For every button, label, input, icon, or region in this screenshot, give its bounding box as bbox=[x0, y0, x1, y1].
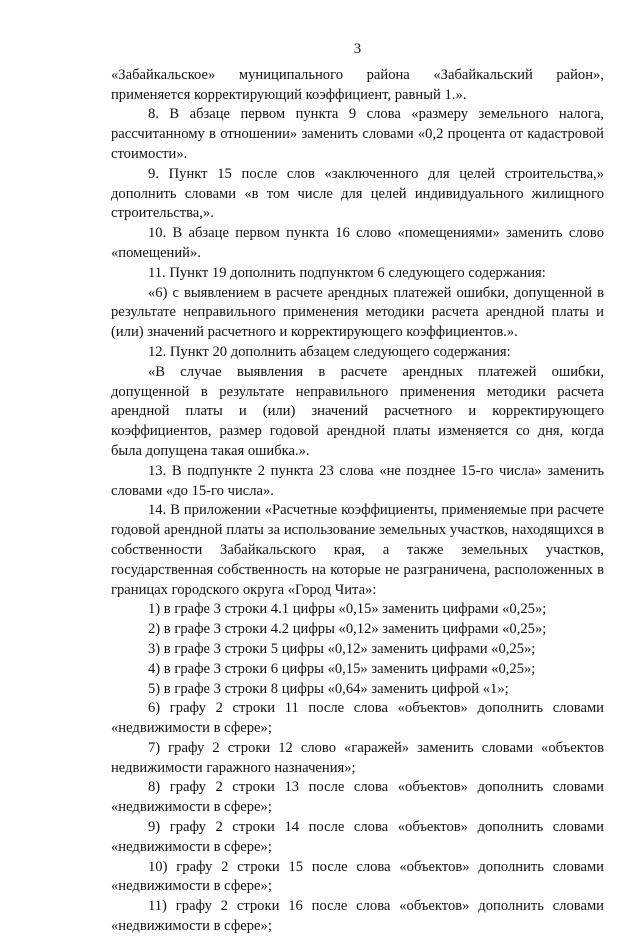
paragraph: 9) графу 2 строки 14 после слова «объектов» дополнить словами «недвижимости в сфере»; bbox=[111, 819, 604, 855]
paragraph: 13. В подпункте 2 пункта 23 слова «не позднее 15-го числа» заменить словами «до 15-го числа». bbox=[111, 462, 604, 499]
paragraph: 11. Пункт 19 дополнить подпунктом 6 следующего содержания: bbox=[148, 264, 546, 281]
paragraph: 4) в графе 3 строки 6 цифры «0,15» заменить цифрами «0,25»; bbox=[148, 660, 536, 677]
paragraph: 8) графу 2 строки 13 после слова «объектов» дополнить словами «недвижимости в сфере»; bbox=[111, 779, 604, 816]
paragraph: 1) в графе 3 строки 4.1 цифры «0,15» заменить цифрами «0,25»; bbox=[148, 601, 547, 618]
paragraph: 11) графу 2 строки 16 после слова «объектов» дополнить словами «недвижимости в сфере»; bbox=[111, 898, 604, 935]
paragraph: 9. Пункт 15 после слов «заключенного для целей строительства,» дополнить словами «в том числе для целей индивидуального жилищного строительства,». bbox=[111, 165, 604, 222]
paragraph: 3) в графе 3 строки 5 цифры «0,12» заменить цифрами «0,25»; bbox=[148, 640, 536, 657]
page-number: 3 bbox=[353, 41, 362, 57]
paragraph: 5) в графе 3 строки 8 цифры «0,64» заменить цифрой «1»; bbox=[148, 680, 509, 697]
document-body bbox=[111, 66, 604, 937]
paragraph: 12. Пункт 20 дополнить абзацем следующего содержания: bbox=[148, 343, 511, 360]
paragraph: 6) графу 2 строки 11 после слова «объектов» дополнить словами «недвижимости в сфере»; bbox=[111, 700, 604, 737]
paragraph: 10) графу 2 строки 15 после слова «объектов» дополнить словами «недвижимости в сфере»; bbox=[111, 858, 604, 895]
paragraph: «В случае выявления в расчете арендных платежей ошибки, допущенной в результате неправильного применения методики расчета арендной платы и (или) значений расчетного и корректирующего коэффициентов, размер годовой арендной платы изменяется со дня, когда была допущена такая ошибка.». bbox=[111, 363, 604, 459]
paragraph: 2) в графе 3 строки 4.2 цифры «0,12» заменить цифрами «0,25»; bbox=[148, 621, 547, 638]
paragraph: 14. В приложении «Расчетные коэффициенты, применяемые при расчете годовой арендной платы за использование земельных участков, находящихся в собственности Забайкальского края, а также земельных участков, государственная собственность на которые не разграничена, расположенных в границах городского округа «Город Чита»: bbox=[111, 502, 604, 598]
paragraph: «Забайкальское» муниципального района «Забайкальский район», применяется корректирующий коэффициент, равный 1.». bbox=[111, 66, 604, 103]
paragraph: 7) графу 2 строки 12 слово «гаражей» заменить словами «объектов недвижимости гаражного назначения»; bbox=[111, 739, 604, 776]
paragraph: 10. В абзаце первом пункта 16 слово «помещениями» заменить слово «помещений». bbox=[111, 225, 604, 261]
paragraph: «6) с выявлением в расчете арендных платежей ошибки, допущенной в результате неправильного применения методики расчета арендной платы и (или) значений расчетного и корректирующего коэффициентов.». bbox=[111, 284, 604, 341]
paragraph: 8. В абзаце первом пункта 9 слова «размеру земельного налога, рассчитанному в отношении» заменить словами «0,2 процента от кадастровой стоимости». bbox=[111, 106, 604, 162]
